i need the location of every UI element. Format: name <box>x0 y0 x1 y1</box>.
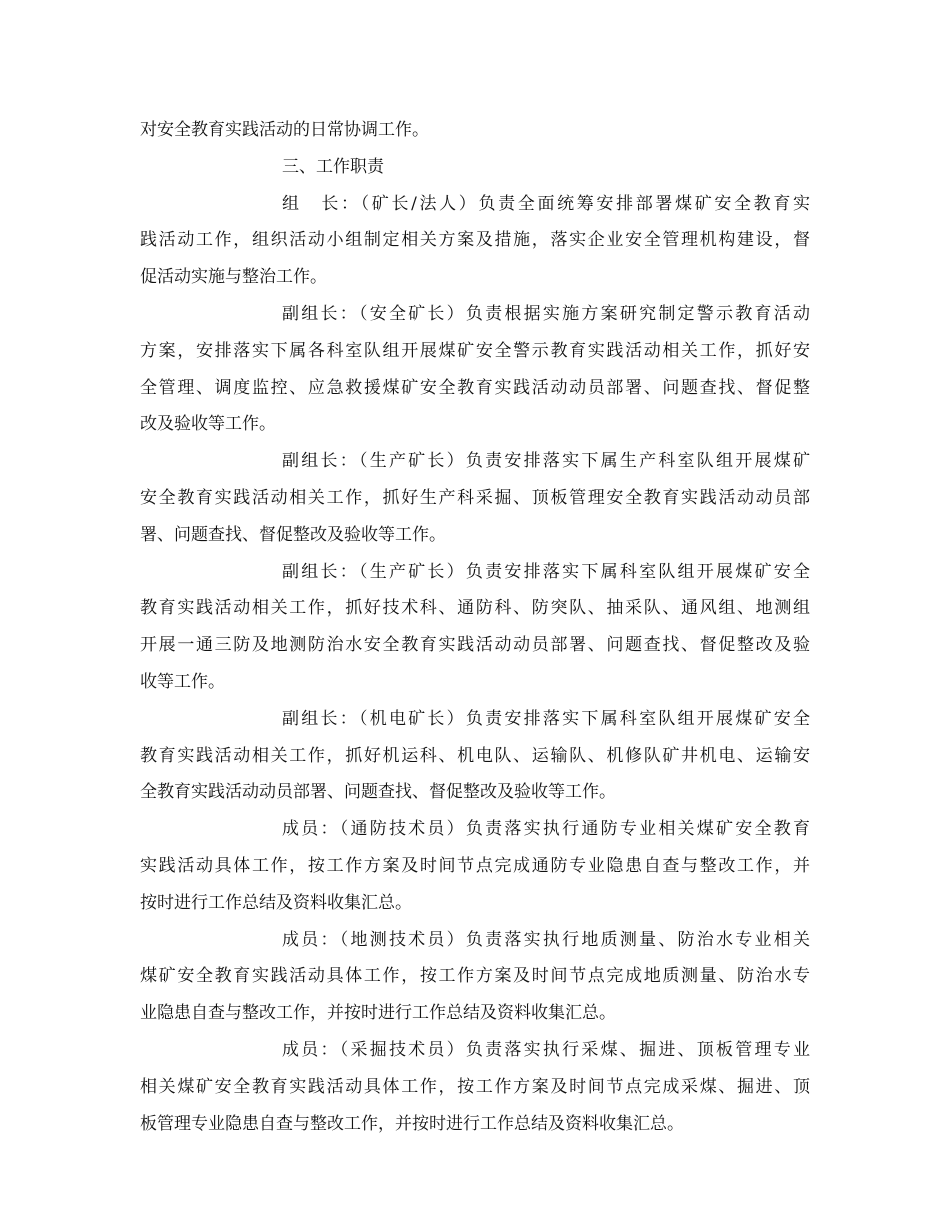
text-line: 副组长：（机电矿长）负责安排落实下属科室队组开展煤矿安全 <box>282 708 810 729</box>
text-line: 成员：（采掘技术员）负责落实执行采煤、掘进、顶板管理专业 <box>282 1039 810 1060</box>
text-line: 板管理专业隐患自查与整改工作，并按时进行工作总结及资料收集汇总。 <box>140 1113 684 1134</box>
text-line: 方案，安排落实下属各科室队组开展煤矿安全警示教育实践活动相关工作，抓好安 <box>140 340 810 361</box>
text-line: 相关煤矿安全教育实践活动具体工作，按工作方案及时间节点完成采煤、掘进、顶 <box>140 1076 810 1097</box>
text-line: 成员：（地测技术员）负责落实执行地质测量、防治水专业相关 <box>282 929 810 950</box>
text-line: 改及验收等工作。 <box>140 414 276 435</box>
text-line: 教育实践活动相关工作，抓好机运科、机电队、运输队、机修队矿井机电、运输安 <box>140 745 810 766</box>
text-line: 促活动实施与整治工作。 <box>140 267 327 288</box>
text-line: 践活动工作，组织活动小组制定相关方案及措施，落实企业安全管理机构建设，督 <box>140 230 810 251</box>
text-line: 煤矿安全教育实践活动具体工作，按工作方案及时间节点完成地质测量、防治水专 <box>140 966 810 987</box>
text-line: 收等工作。 <box>140 671 225 692</box>
text-line: 按时进行工作总结及资料收集汇总。 <box>140 892 412 913</box>
text-line: 署、问题查找、督促整改及验收等工作。 <box>140 524 446 545</box>
text-line: 成员：（通防技术员）负责落实执行通防专业相关煤矿安全教育 <box>282 819 810 840</box>
text-line: 副组长：（安全矿长）负责根据实施方案研究制定警示教育活动 <box>282 303 810 324</box>
text-line: 实践活动具体工作，按工作方案及时间节点完成通防专业隐患自查与整改工作，并 <box>140 855 810 876</box>
text-line: 业隐患自查与整改工作，并按时进行工作总结及资料收集汇总。 <box>140 1003 616 1024</box>
text-line: 全管理、调度监控、应急救援煤矿安全教育实践活动动员部署、问题查找、督促整 <box>140 377 810 398</box>
text-line: 副组长：（生产矿长）负责安排落实下属科室队组开展煤矿安全 <box>282 561 810 582</box>
text-line: 三、工作职责 <box>282 156 384 177</box>
text-line: 全教育实践活动动员部署、问题查找、督促整改及验收等工作。 <box>140 782 616 803</box>
text-line: 对安全教育实践活动的日常协调工作。 <box>140 120 429 140</box>
text-line: 教育实践活动相关工作，抓好技术科、通防科、防突队、抽采队、通风组、地测组 <box>140 598 810 619</box>
text-line: 安全教育实践活动相关工作，抓好生产科采掘、顶板管理安全教育实践活动动员部 <box>140 487 810 508</box>
text-line: 开展一通三防及地测防治水安全教育实践活动动员部署、问题查找、督促整改及验 <box>140 635 810 656</box>
text-line: 副组长：（生产矿长）负责安排落实下属生产科室队组开展煤矿 <box>282 451 810 472</box>
text-line: 组 长：（矿长/法人）负责全面统筹安排部署煤矿安全教育实 <box>282 193 810 214</box>
document-body <box>140 112 810 1142</box>
